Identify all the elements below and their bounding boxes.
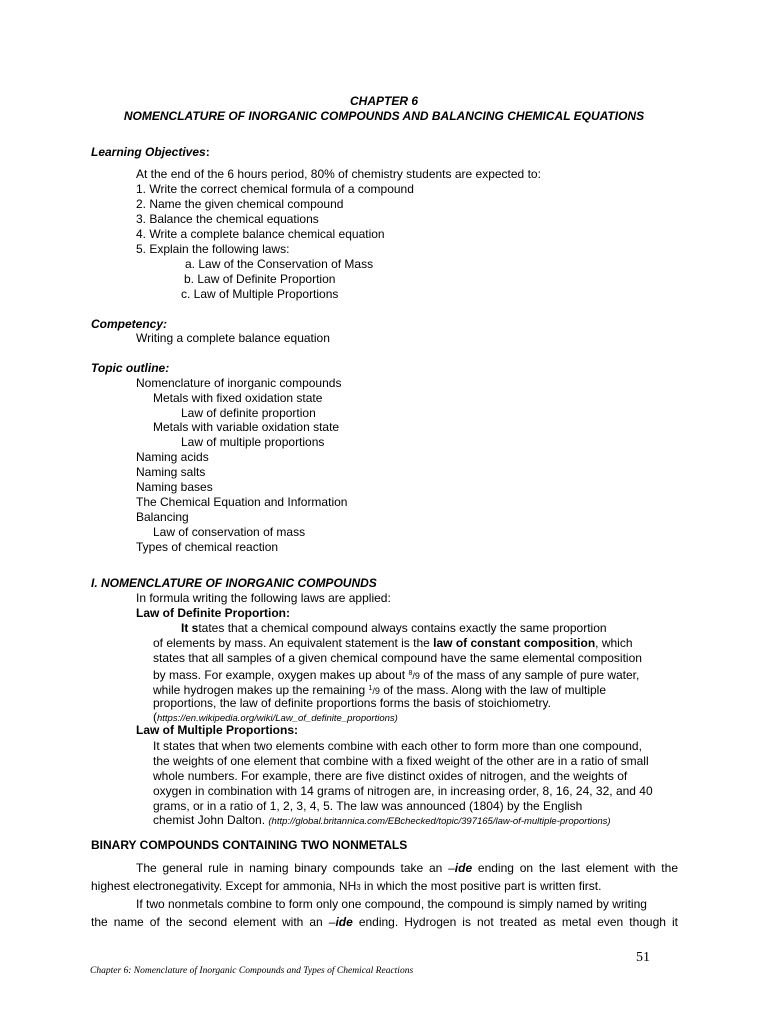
outline-item: Types of chemical reaction	[136, 540, 279, 554]
competency-text: Writing a complete balance equation	[136, 331, 330, 345]
objectives-intro: At the end of the 6 hours period, 80% of chemistry students are expected to:	[136, 167, 541, 181]
law-definite-heading: Law of Definite Proportion:	[136, 606, 290, 620]
fraction-denominator: /9	[372, 686, 380, 696]
multiple-line: whole numbers. For example, there are five distinct oxides of nitrogen, and the weights of	[153, 769, 628, 783]
topic-outline-heading: Topic outline:	[91, 361, 170, 375]
definite-line: of elements by mass. An equivalent statement is the law of constant composition, which	[153, 636, 633, 650]
outline-item: Law of multiple proportions	[181, 435, 325, 449]
binary-paragraph-line: The general rule in naming binary compounds take an –ide ending on the last element with the	[136, 861, 678, 875]
running-footer: Chapter 6: Nomenclature of Inorganic Compounds and Types of Chemical Reactions	[90, 966, 414, 976]
subscript: 3	[356, 883, 361, 892]
multiple-line: the weights of one element that combine with a fixed weight of the other are in a ratio of small	[153, 754, 649, 768]
section-intro: In formula writing the following laws are applied:	[136, 591, 391, 605]
outline-item: Nomenclature of inorganic compounds	[136, 376, 342, 390]
definite-line: by mass. For example, oxygen makes up about $^8$/9 of the mass of any sample of pure water,	[153, 668, 640, 682]
outline-item: Naming salts	[136, 465, 206, 479]
binary-paragraph-line: highest electronegativity. Except for ammonia, NH3 in which the most positive part is written first.	[91, 879, 602, 893]
law-item: c. Law of Multiple Proportions	[181, 287, 339, 301]
outline-item: Metals with variable oxidation state	[153, 420, 340, 434]
chapter-label: CHAPTER 6	[349, 94, 418, 108]
multiple-line: grams, or in a ratio of 1, 2, 3, 4, 5. The law was announced (1804) by the English	[153, 799, 583, 813]
definite-line: proportions, the law of definite proportions forms the basis of stoichiometry.	[153, 696, 551, 710]
competency-heading: Competency:	[91, 317, 168, 331]
outline-item: Naming bases	[136, 480, 213, 494]
definite-line: It states that a chemical compound always contains exactly the same proportion	[181, 621, 607, 635]
outline-item: Metals with fixed oxidation state	[153, 391, 323, 405]
fraction-numerator: 1	[368, 685, 373, 692]
outline-item: Law of conservation of mass	[153, 525, 306, 539]
chapter-title: NOMENCLATURE OF INORGANIC COMPOUNDS AND BALANCING CHEMICAL EQUATIONS	[123, 109, 645, 123]
outline-item: Law of definite proportion	[181, 406, 316, 420]
binary-heading: BINARY COMPOUNDS CONTAINING TWO NONMETALS	[91, 838, 408, 852]
multiple-citation: (http://global.britannica.com/EBchecked/topic/397165/law-of-multiple-proportions)	[268, 816, 611, 827]
page-number: 51	[636, 950, 650, 965]
binary-paragraph-line: the name of the second element with an –ide ending. Hydrogen is not treated as metal even though it	[91, 915, 678, 929]
fraction-numerator: 8	[408, 670, 413, 677]
outline-item: Balancing	[136, 510, 189, 524]
multiple-line: oxygen in combination with 14 grams of nitrogen are, in increasing order, 8, 16, 24, 32, and 40	[153, 784, 653, 798]
objective-item: 3. Balance the chemical equations	[136, 212, 319, 226]
law-item: b. Law of Definite Proportion	[184, 272, 336, 286]
multiple-line: It states that when two elements combine with each other to form more than one compound,	[153, 739, 642, 753]
objective-item: 5. Explain the following laws:	[136, 242, 290, 256]
definite-line: while hydrogen makes up the remaining $^1$/9 of the mass. Along with the law of multiple	[153, 683, 607, 697]
learning-objectives-heading: Learning Objectives:	[91, 145, 210, 159]
fraction-denominator: /9	[412, 671, 420, 681]
objective-item: 2. Name the given chemical compound	[136, 197, 344, 211]
objective-item: 4. Write a complete balance chemical equation	[136, 227, 385, 241]
definite-citation: (https://en.wikipedia.org/wiki/Law_of_definite_proportions)	[153, 710, 398, 724]
section-heading: I. NOMENCLATURE OF INORGANIC COMPOUNDS	[91, 576, 377, 590]
objective-item: 1. Write the correct chemical formula of a compound	[136, 182, 414, 196]
outline-item: The Chemical Equation and Information	[136, 495, 348, 509]
law-multiple-heading: Law of Multiple Proportions:	[136, 723, 298, 737]
binary-paragraph-line: If two nonmetals combine to form only one compound, the compound is simply named by writing	[136, 897, 647, 911]
definite-line: states that all samples of a given chemical compound have the same elemental composition	[153, 651, 642, 665]
law-item: a. Law of the Conservation of Mass	[185, 257, 374, 271]
outline-item: Naming acids	[136, 450, 209, 464]
multiple-line: chemist John Dalton. (http://global.britannica.com/EBchecked/topic/397165/law-of-multiple-proportions)	[153, 813, 611, 827]
